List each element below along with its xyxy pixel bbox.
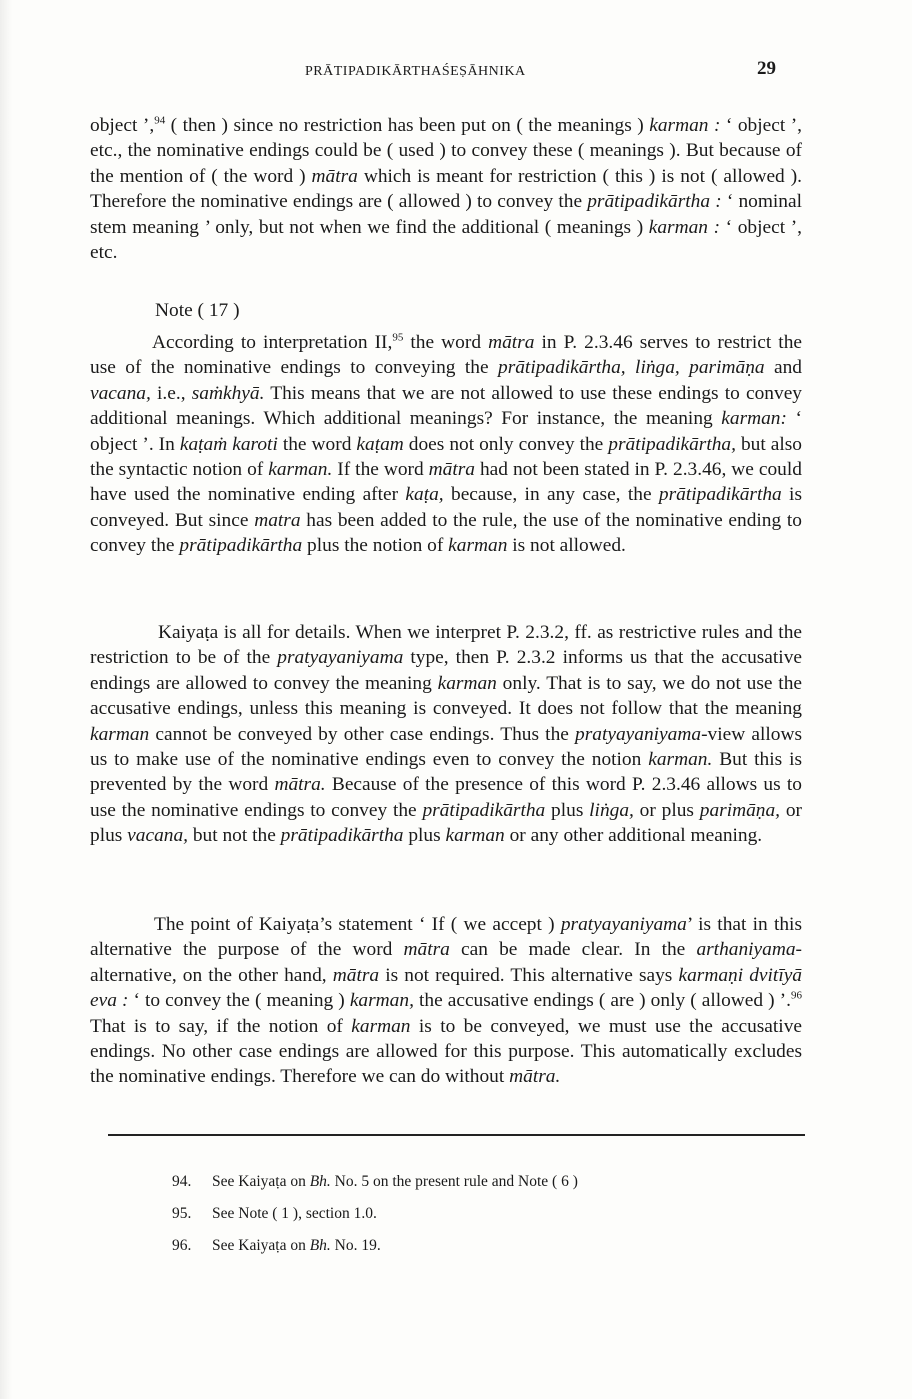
scan-edge-shadow <box>0 0 12 1399</box>
footnote-ref-94: 94 <box>154 114 166 127</box>
footnote-divider <box>108 1134 805 1136</box>
footnote-ref-95: 95 <box>392 331 404 344</box>
footnote-95: 95. See Note ( 1 ), section 1.0. <box>172 1205 377 1222</box>
paragraph-kaiyata-statement: The point of Kaiyaṭa’s statement ‘ If ( we accept ) pratyayaniyama’ is that in this alternative the purpose of the word mātra can be made clear. In the arthaniyama-alternative, on the other hand, mātra is not required. This alternative says karmaṇi dvitīyā eva : ‘ to convey the ( meaning ) karman, the accusative endings ( are ) only ( allowed ) ’.$^{96}$ That is to say, if the notion of karman is to be conveyed, we must use the accusative endings. No other case endings are allowed for this purpose. This automatically excludes the nominative endings. Therefore we can do without mātra. <box>90 914 803 1088</box>
footnote-94: 94. See Kaiyaṭa on Bh. No. 5 on the present rule and Note ( 6 ) <box>172 1173 578 1190</box>
footnote-96: 96. See Kaiyaṭa on Bh. No. 19. <box>172 1237 381 1254</box>
running-head: PRĀTIPADIKĀRTHAŚEṢĀHNIKA <box>305 64 526 79</box>
paragraph-kaiyata-details: Kaiyaṭa is all for details. When we interpret P. 2.3.2, ff. as restrictive rules and the restriction to be of the pratyayaniyama type, then P. 2.3.2 informs us that the accusative endings are allowed to convey the meaning karman only. That is to say, we do not use the accusative endings, unless this meaning is conveyed. It does not follow that the meaning karman cannot be conveyed by other case endings. Thus the pratyayaniyama-view allows us to make use of the nominative endings even to convey the notion karman. But this is prevented by the word mātra. Because of the presence of this word P. 2.3.46 allows us to use the nominative endings to convey the prātipadikārtha plus liṅga, or plus parimāṇa, or plus vacana, but not the prātipadikārtha plus karman or any other additional meaning. <box>90 622 803 847</box>
note-heading: Note ( 17 ) <box>155 300 240 321</box>
intro-paragraph: object ’,$^{94}$ ( then ) since no restriction has been put on ( the meanings ) karman : ‘ object ’, etc., the nominative endings could be ( used ) to convey these ( meanings ). But because of the mention of ( the word ) mātra which is meant for restriction ( this ) is not ( allowed ). Therefore the nominative endings are ( allowed ) to convey the prātipadikārtha : ‘ nominal stem meaning ’ only, but not when we find the additional ( meanings ) karman : ‘ object ’, etc. <box>90 114 803 264</box>
footnote-ref-96: 96 <box>791 989 802 1002</box>
page-number: 29 <box>757 58 776 79</box>
footnotes <box>172 1166 578 1262</box>
paragraph-interpretation-ii: According to interpretation II,$^{95}$ the word mātra in P. 2.3.46 serves to restrict the use of the nominative endings to conveying the prātipadikārtha, liṅga, parimāṇa and vacana, i.e., saṁkhyā. This means that we are not allowed to use these endings to convey additional meanings. Which additional meanings? For instance, the meaning karman: ‘ object ’. In kaṭaṁ karoti the word kaṭam does not only convey the prātipadikārtha, but also the syntactic notion of karman. If the word mātra had not been stated in P. 2.3.46, we could have used the nominative ending after kaṭa, because, in any case, the prātipadikārtha is conveyed. But since matra has been added to the rule, the use of the nominative ending to convey the prātipadikārtha plus the notion of karman is not allowed. <box>90 331 803 557</box>
